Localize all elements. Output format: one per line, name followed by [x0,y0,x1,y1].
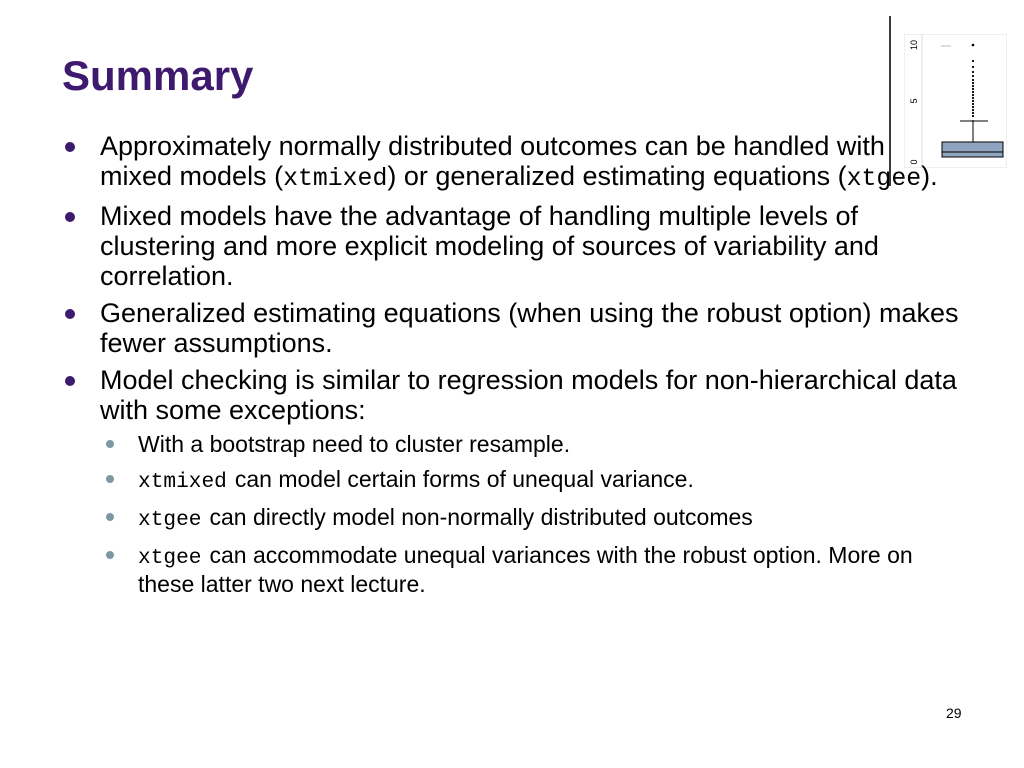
boxplot-tick-0: 0 [909,159,919,165]
bullet-dot [65,309,75,319]
boxplot-tick-5: 5 [909,98,919,104]
sub-bullet-item: With a bootstrap need to cluster resample. [100,431,962,457]
sub-bullet-item: xtmixed can model certain forms of unequal variance. [100,466,962,495]
sub-bullet-dot [106,475,114,483]
sub-bullet-dot [106,513,114,521]
boxplot-tick-10: 10 [909,39,919,51]
sub-bullet-dot [106,551,114,559]
bullet-item: Mixed models have the advantage of handling multiple levels of clustering and more explicit modeling of sources of variability and correlation. [62,201,962,291]
sub-bullet-item: xtgee can accommodate unequal variances with the robust option. More on these latter two next lecture. [100,542,962,597]
page-number: 29 [946,705,962,721]
code-xtmixed: xtmixed [283,165,388,193]
bullet-dot [65,376,75,386]
bullet-dot [65,212,75,222]
bullet-item: Model checking is similar to regression models for non-hierarchical data with some exceptions: With a bootstrap need to cluster resample. xtmixed can model certain forms of unequal variance. xtgee can directly model non-normally distributed outcomes xtgee can accommodate unequal variances with the robust option. More on these latter two next lecture. [62,365,962,597]
sub-bullet-dot [106,440,114,448]
code-xtgee: xtgee [138,546,202,570]
bullet-list [62,131,962,606]
sub-bullet-list [100,431,962,597]
bullet-item: Approximately normally distributed outcomes can be handled with mixed models (xtmixed) or generalized estimating equations (xtgee). [62,131,962,194]
bullet-item: Generalized estimating equations (when using the robust option) makes fewer assumptions. [62,298,962,358]
code-xtmixed: xtmixed [138,470,227,494]
code-xtgee: xtgee [138,508,202,532]
sub-bullet-item: xtgee can directly model non-normally distributed outcomes [100,504,962,533]
bullet-dot [65,142,75,152]
code-xtgee: xtgee [846,165,922,193]
slide-title: Summary [62,52,254,99]
